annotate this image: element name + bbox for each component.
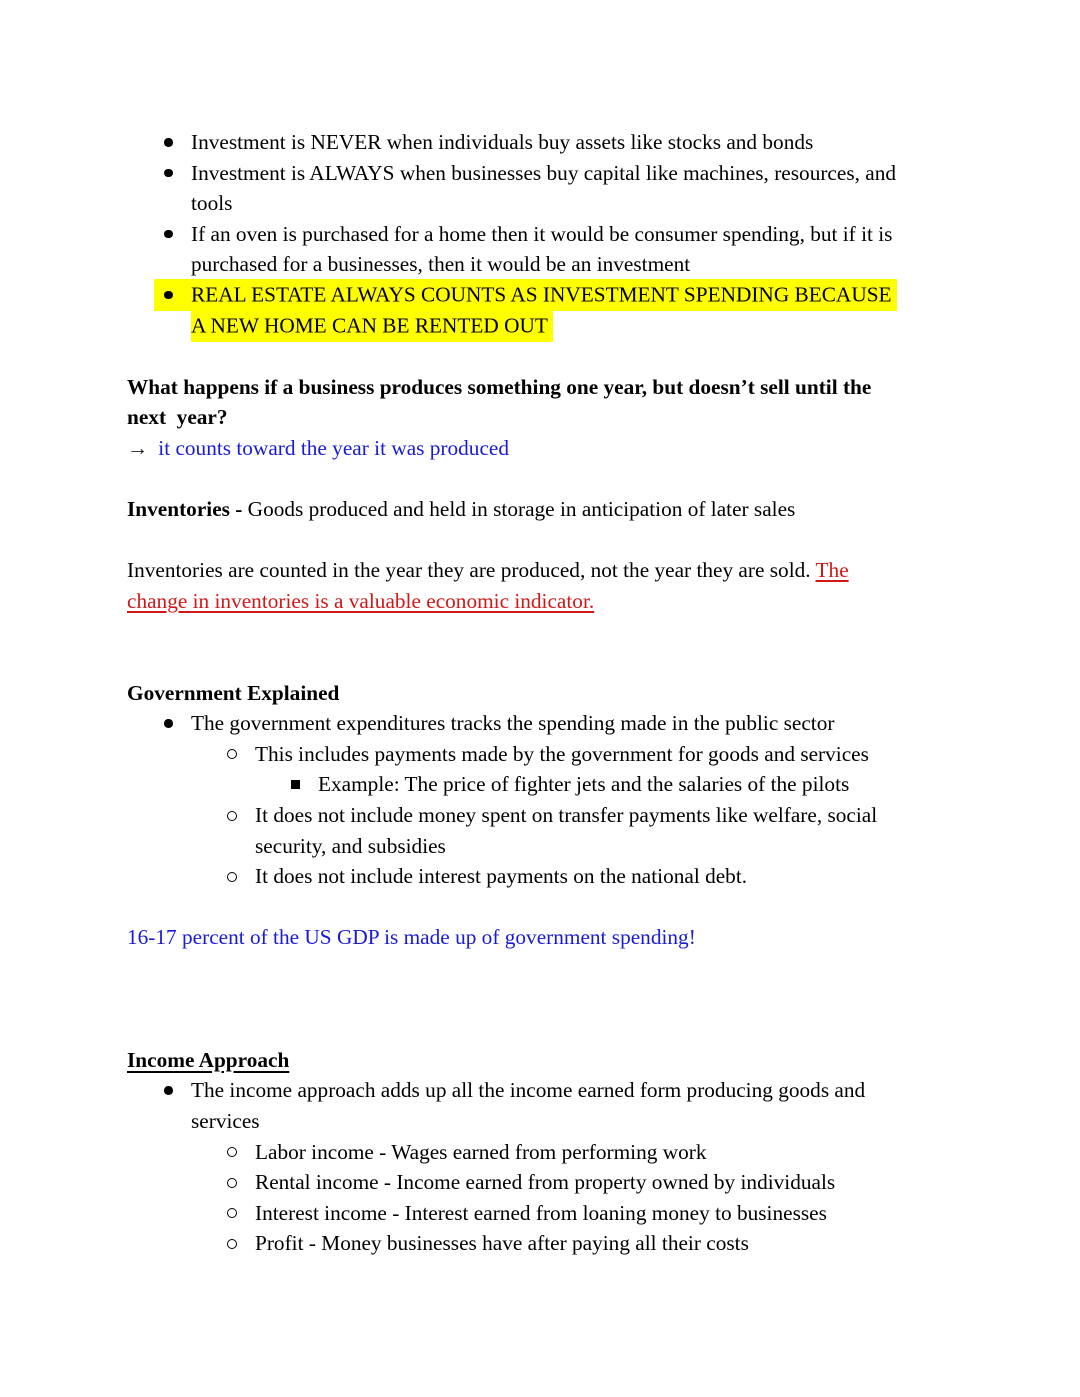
list-item (127, 1228, 953, 1259)
bullet-text: services (191, 1109, 260, 1133)
list-item (127, 1137, 953, 1168)
blank-line (127, 464, 953, 495)
bullet-square-icon (291, 780, 300, 789)
answer-text: it counts toward the year it was produced (158, 435, 509, 460)
list-item (127, 861, 953, 892)
list-item (127, 739, 953, 770)
bullet-text: purchased for a businesses, then it would be an investment (191, 252, 691, 277)
blank-line (127, 953, 953, 984)
bullet-text: The income approach adds up all the income earned form producing goods and (191, 1078, 866, 1103)
income-approach-title: Income Approach (127, 1047, 290, 1072)
question-heading-line: next year? (127, 405, 228, 430)
bullet-text: If an oven is purchased for a home then it would be consumer spending, but if it is (191, 221, 893, 246)
gdp-fact-text: 16-17 percent of the US GDP is made up of government spending! (127, 925, 696, 950)
bullet-circle-icon (227, 1208, 237, 1218)
bullet-text: The government expenditures tracks the spending made in the public sector (191, 711, 835, 736)
bullet-text: Rental income - Income earned from property owned by individuals (255, 1170, 836, 1195)
arrow-right-icon: → (127, 435, 149, 460)
blank-line (127, 1014, 953, 1045)
inventories-note-line (127, 555, 953, 586)
list-item (127, 158, 953, 219)
highlighted-text: A NEW HOME CAN BE RENTED OUT (191, 310, 553, 342)
question-heading-line: What happens if a business produces something one year, but doesn’t sell until the (127, 374, 872, 399)
bullet-disc-icon (164, 1086, 173, 1095)
bullet-disc-icon (164, 291, 173, 300)
list-item (127, 219, 953, 280)
bullet-text: Interest income - Interest earned from loaning money to businesses (255, 1200, 827, 1225)
list-item (127, 1198, 953, 1229)
list-item (127, 708, 953, 739)
section-heading-income (127, 1045, 953, 1076)
inventories-note-line (127, 586, 953, 617)
bullet-text: It does not include interest payments on the national debt. (255, 864, 748, 889)
bullet-disc-icon (164, 169, 173, 178)
bullet-text (191, 311, 953, 342)
bullet-disc-icon (164, 230, 173, 239)
list-item (127, 800, 953, 861)
bullet-disc-icon (164, 138, 173, 147)
note-text: Inventories are counted in the year they are produced, not the year they are sold. (127, 558, 816, 583)
list-item (127, 769, 953, 800)
blank-line (127, 892, 953, 923)
inventories-definition (127, 494, 953, 525)
list-item (127, 1075, 953, 1136)
bullet-text: security, and subsidies (255, 833, 446, 858)
note-emphasis-red: change in inventories is a valuable economic indicator. (127, 588, 595, 613)
blank-line (127, 984, 953, 1015)
document-content (127, 127, 953, 1259)
bullet-text: Investment is NEVER when individuals buy assets like stocks and bonds (191, 130, 814, 154)
note-emphasis-red: The (815, 558, 849, 583)
bullet-circle-icon (227, 1239, 237, 1249)
list-item (127, 127, 953, 158)
blank-line (127, 617, 953, 648)
bullet-circle-icon (227, 1147, 237, 1157)
bullet-circle-icon (227, 749, 237, 759)
section-heading-government: Government Explained (127, 680, 340, 705)
question-answer (127, 433, 953, 464)
bullet-circle-icon (227, 1178, 237, 1188)
bullet-text: Profit - Money businesses have after paying all their costs (255, 1231, 749, 1256)
highlighted-text: REAL ESTATE ALWAYS COUNTS AS INVESTMENT SPENDING BECAUSE (191, 279, 897, 311)
blank-line (127, 647, 953, 678)
bullet-text: tools (191, 191, 233, 216)
bullet-text (191, 280, 953, 311)
bullet-circle-icon (227, 872, 237, 882)
bullet-text: This includes payments made by the government for goods and services (255, 741, 869, 766)
definition-text: Goods produced and held in storage in anticipation of later sales (242, 497, 796, 522)
list-item-highlighted (127, 280, 953, 341)
bullet-text: It does not include money spent on transfer payments like welfare, social (255, 803, 878, 828)
highlight-block (154, 279, 191, 311)
term-inventories: Inventories - (127, 497, 243, 522)
blank-line (127, 341, 953, 372)
bullet-text: Labor income - Wages earned from performing work (255, 1139, 707, 1164)
blank-line (127, 525, 953, 556)
bullet-text: Example: The price of fighter jets and the salaries of the pilots (318, 772, 850, 797)
bullet-disc-icon (164, 719, 173, 728)
list-item (127, 1167, 953, 1198)
bullet-text: Investment is ALWAYS when businesses buy capital like machines, resources, and (191, 160, 897, 185)
bullet-circle-icon (227, 811, 237, 821)
